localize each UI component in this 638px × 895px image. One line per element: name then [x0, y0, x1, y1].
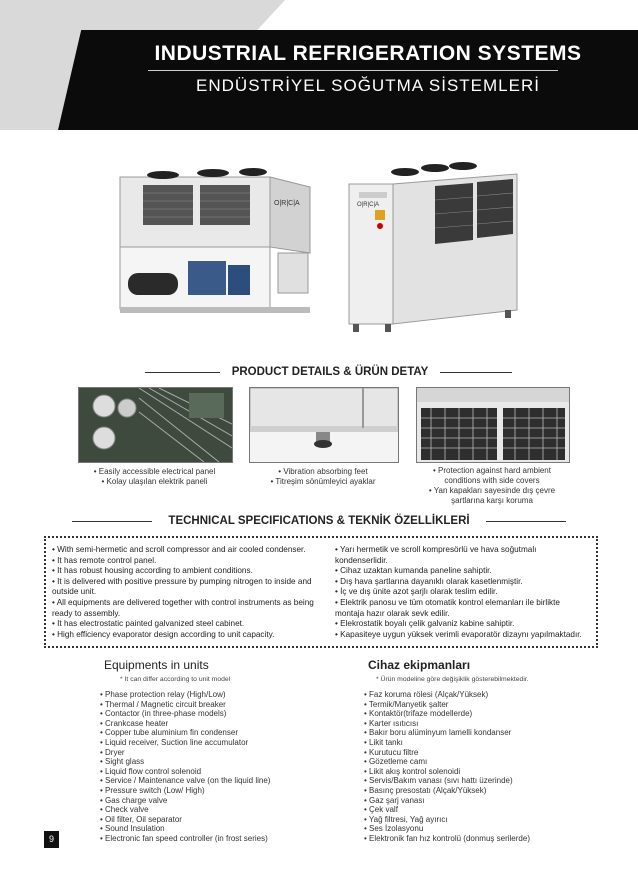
spec-tr-item: • Elekrostatik boyalı çelik galvaniz kabine sahiptir.	[335, 619, 515, 629]
list-item: • Service / Maintenance valve (on the liquid line)	[100, 776, 271, 786]
list-item: • Çek valf	[364, 805, 398, 815]
list-item: • Sound Insulation	[100, 824, 165, 834]
tech-rule-right	[486, 521, 566, 522]
list-item: • Likit tankı	[364, 737, 403, 747]
list-item: • Kontaktör(trifaze modellerde)	[364, 709, 473, 719]
caption-electrical-panel-en: • Easily accessible electrical panel	[93, 467, 216, 476]
electrical-panel-image	[78, 387, 233, 463]
list-item: • Karter ısıtıcısı	[364, 718, 419, 728]
list-item: • Contactor (in three-phase models)	[100, 709, 227, 719]
caption-side-covers-tr: • Yan kapakları sayesinde dış çevre şartlarına karşı koruma	[428, 486, 556, 505]
caption-side-covers-en: • Protection against hard ambient conditions with side covers	[433, 466, 551, 485]
page-title: INDUSTRIAL REFRIGERATION SYSTEMS	[154, 42, 582, 65]
chiller-unit-open-image	[118, 165, 314, 315]
list-item: • Liquid flow control solenoid	[100, 766, 202, 776]
tech-specs-title-tr: TEKNİK ÖZELLİKLERİ	[348, 515, 470, 527]
spec-en-item: • It has remote control panel.	[52, 555, 157, 565]
caption-vibration-feet-en: • Vibration absorbing feet	[278, 467, 368, 476]
unit-logo-2: O|R|C|A	[357, 202, 380, 208]
spec-tr-item: • Cihaz uzaktan kumanda paneline sahiptir.	[335, 566, 492, 576]
list-item: • Gözetleme camı	[364, 757, 428, 767]
page-subtitle: ENDÜSTRİYEL SOĞUTMA SİSTEMLERİ	[196, 76, 540, 95]
list-item: • Elektronik fan hız kontrolü (donmuş serilerde)	[364, 833, 530, 843]
spec-tr-item: • Yarı hermetik ve scroll kompresörlü ve hava soğutmalı kondenserlidir.	[335, 545, 537, 565]
equipment-en-title: Equipments in units	[104, 658, 209, 672]
spec-en-item: • It has robust housing according to ambient conditions.	[52, 566, 253, 576]
tech-rule-left	[72, 521, 152, 522]
section-rule-right	[440, 372, 512, 373]
tech-specs-heading	[152, 515, 486, 527]
list-item: • Termik/Manyetik şalter	[364, 699, 449, 709]
title-divider	[148, 70, 558, 71]
list-item: • Likit akış kontrol solenoidi	[364, 766, 461, 776]
product-details-title-tr: ÜRÜN DETAY	[354, 366, 429, 378]
spec-en-item: • All equipments are delivered together with control instruments as being ready to assembly.	[52, 597, 314, 618]
list-item: • Copper tube aluminium fin condenser	[100, 728, 238, 738]
side-covers-image	[416, 387, 570, 463]
list-item: • Crankcase heater	[100, 718, 169, 728]
list-item: • Yağ filtresi, Yağ ayırıcı	[364, 814, 448, 824]
spec-en-item: • With semi-hermetic and scroll compressor and air cooled condenser.	[52, 545, 306, 554]
spec-en-item: • It has electrostatic painted galvanized steel cabinet.	[52, 619, 245, 629]
unit-logo-1: O|R|C|A	[274, 200, 300, 207]
spec-tr-item: • Kapasiteye uygun yüksek verimli evaporatör dizaynı yapılmaktadır.	[335, 629, 582, 639]
list-item: • Gas charge valve	[100, 795, 168, 805]
product-details-heading	[222, 366, 438, 378]
tech-specs-tr	[335, 545, 590, 640]
list-item: • Kurutucu filtre	[364, 747, 419, 757]
caption-side-covers	[418, 466, 566, 506]
list-item: • Faz koruma rölesi (Alçak/Yüksek)	[364, 690, 489, 699]
equipment-tr-title: Cihaz ekipmanları	[368, 658, 471, 672]
list-item: • Thermal / Magnetic circuit breaker	[100, 699, 226, 709]
list-item: • Check valve	[100, 805, 149, 815]
caption-vibration-feet	[249, 467, 397, 487]
spec-en-item: • High efficiency evaporator design according to unit capacity.	[52, 629, 275, 639]
product-details-title-en: PRODUCT DETAILS &	[231, 366, 352, 378]
list-item: • Pressure switch (Low/ High)	[100, 785, 205, 795]
caption-vibration-feet-tr: • Titreşim sönümleyici ayaklar	[270, 477, 376, 486]
list-item: • Servis/Bakım vanası (sıvı hattı üzerinde)	[364, 776, 513, 786]
list-item: • Basınç presostatı (Alçak/Yüksek)	[364, 785, 487, 795]
vibration-feet-image	[249, 387, 399, 463]
list-item: • Gaz şarj vanası	[364, 795, 425, 805]
list-item: • Dryer	[100, 747, 125, 757]
spec-tr-item: • Dış hava şartlarına dayanıklı olarak kasetlenmiştir.	[335, 576, 523, 586]
equipment-en-note: * It can differ according to unit model	[120, 676, 231, 683]
list-item: • Oil filter, Oil separator	[100, 814, 182, 824]
tech-specs-en	[52, 545, 327, 640]
caption-electrical-panel-tr: • Kolay ulaşılan elektrik paneli	[101, 477, 208, 486]
section-rule-left	[145, 372, 220, 373]
spec-tr-item: • Elektrik panosu ve tüm otomatik kontrol elemanları ile birlikte montaja hazır olarak sevk edilir.	[335, 597, 560, 618]
list-item: • Liquid receiver, Suction line accumulator	[100, 737, 249, 747]
equipment-en-list	[100, 690, 330, 844]
list-item: • Phase protection relay (High/Low)	[100, 690, 226, 699]
spec-tr-item: • İç ve dış ünite azot şarjlı olarak teslim edilir.	[335, 587, 498, 597]
list-item: • Ses İzolasyonu	[364, 824, 424, 834]
equipment-tr-list	[364, 690, 604, 844]
list-item: • Sight glass	[100, 757, 145, 767]
tech-specs-title-en: TECHNICAL SPECIFICATIONS &	[168, 515, 345, 527]
caption-electrical-panel	[78, 467, 231, 487]
page-number: 9	[44, 831, 59, 848]
list-item: • Electronic fan speed controller (in frost series)	[100, 833, 268, 843]
equipment-tr-note: * Ürün modeline göre değişiklik gösterebilmektedir.	[376, 676, 529, 683]
spec-en-item: • It is delivered with positive pressure by pumping nitrogen to inside and outside unit.	[52, 576, 312, 597]
chiller-unit-closed-image	[345, 160, 521, 336]
list-item: • Bakır boru alüminyum lamelli kondanser	[364, 728, 512, 738]
